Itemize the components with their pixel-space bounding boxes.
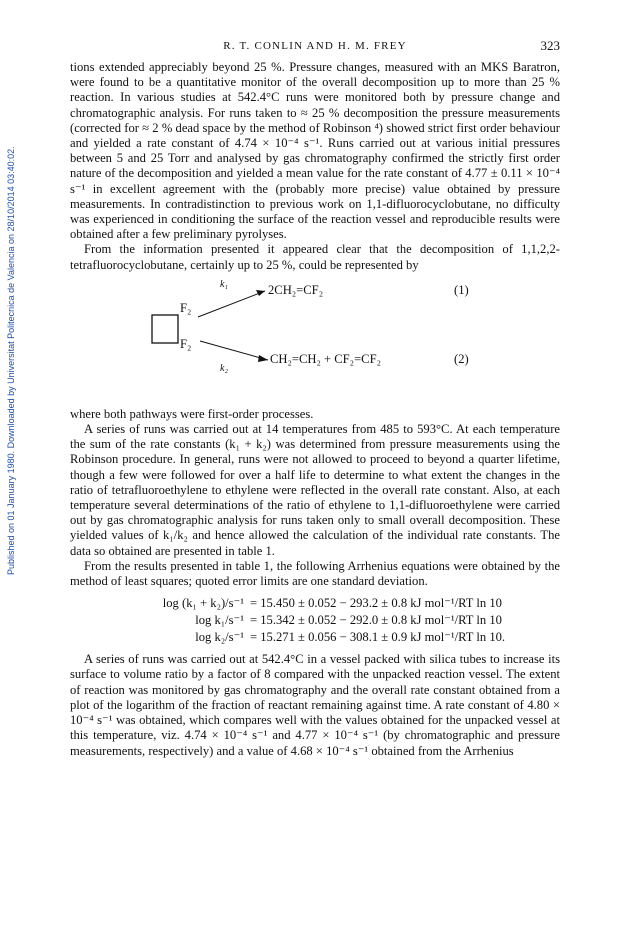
- paragraph-2: From the information presented it appeared clear that the decomposition of 1,1,2,2-tetrafluorocyclobutane, certainly up to 25 %, could be represented by: [70, 242, 560, 272]
- k2-arrow-head: [258, 355, 268, 362]
- journal-page: [70, 38, 560, 759]
- ring-label-bottom: F₂: [180, 336, 192, 351]
- page-header: [70, 38, 560, 60]
- k1-arrow-line: [198, 291, 265, 317]
- product-1: 2CH₂=CF₂: [268, 282, 324, 297]
- cyclobutane-ring: [152, 315, 178, 343]
- equation-lhs: log (k₁ + k₂)/s⁻¹: [162, 596, 244, 611]
- equation-row: [70, 612, 560, 629]
- equation-row: [70, 629, 560, 646]
- equation-number-2: (2): [454, 351, 469, 366]
- k2-label: k₂: [220, 362, 228, 374]
- arrhenius-equations: [70, 595, 560, 646]
- download-watermark: Published on 01 January 1980. Downloaded by Universitat Politecnica de Valencia on 28/10/2014 03:40:02.: [6, 146, 16, 575]
- paragraph-6: A series of runs was carried out at 542.4°C in a vessel packed with silica tubes to increase its surface to volume ratio by a factor of 8 compared with the unpacked reaction vessel. The extent of reaction was monitored by gas chromatography and the overall rate constant obtained from a plot of the logarithm of the fraction of reactant remaining against time. A rate constant of 4.80 × 10⁻⁴ s⁻¹ was obtained, which compares well with the values obtained for the unpacked vessel at this temperature, viz. 4.74 × 10⁻⁴ s⁻¹ and 4.77 × 10⁻⁴ s⁻¹ (by chromatographic and pressure measurements, respectively) and a value of 4.68 × 10⁻⁴ s⁻¹ obtained from the Arrhenius: [70, 652, 560, 758]
- running-title: R. T. CONLIN AND H. M. FREY: [223, 40, 407, 52]
- k1-label: k₁: [220, 278, 228, 290]
- paragraph-3: where both pathways were first-order processes.: [70, 406, 314, 421]
- equation-row: [70, 595, 560, 612]
- equation-rhs: = 15.450 ± 0.052 − 293.2 ± 0.8 kJ mol⁻¹/RT ln 10: [250, 596, 502, 611]
- reaction-scheme: [70, 277, 560, 401]
- equation-rhs: = 15.271 ± 0.056 − 308.1 ± 0.9 kJ mol⁻¹/RT ln 10.: [250, 630, 506, 645]
- paragraph-5: From the results presented in table 1, the following Arrhenius equations were obtained by the method of least squares; quoted error limits are one standard deviation.: [70, 558, 560, 589]
- k1-arrow-head: [256, 290, 265, 296]
- ring-label-top: F₂: [180, 300, 192, 315]
- equation-rhs: = 15.342 ± 0.052 − 292.0 ± 0.8 kJ mol⁻¹/RT ln 10: [250, 613, 502, 628]
- paragraph-1: tions extended appreciably beyond 25 %. Pressure changes, measured with an MKS Baratron, were found to be a quantitative monitor of the overall decomposition up to more than 25 % reaction. In various studies at 542.4°C runs were monitored both by pressure change and chromatographic analysis. For runs taken to ≈ 25 % decomposition the pressure measurements (corrected for ≈ 2 % dead space by the method of Robinson ⁴) showed strict first order behaviour and yielded a rate constant of 4.74 × 10⁻⁴ s⁻¹. Runs carried out at various initial pressures between 5 and 25 Torr and analysed by gas chromatography confirmed the strictly first order nature of the decomposition and yielded a mean value for the rate constant of 4.77 ± 0.11 × 10⁻⁴ s⁻¹ in excellent agreement with the (probably more precise) value obtained by pressure measurements. In contradistinction to previous work on 1,1-difluorocyclobutane, no difficulty was experienced in conditioning the surface of the reaction vessel and reproducible results were obtained after a few preliminary pyrolyses.: [70, 60, 560, 242]
- equation-number-1: (1): [454, 282, 469, 297]
- equation-lhs: log k₂/s⁻¹: [195, 630, 244, 645]
- k2-arrow-line: [200, 341, 268, 360]
- page-number: 323: [540, 38, 560, 53]
- product-2: CH₂=CH₂ + CF₂=CF₂: [270, 351, 381, 366]
- equation-lhs: log k₁/s⁻¹: [195, 613, 244, 628]
- paragraph-4: A series of runs was carried out at 14 temperatures from 485 to 593°C. At each temperature the sum of the rate constants (k₁ + k₂) was determined from pressure measurements using the Robinson procedure. In general, runs were not allowed to proceed to beyond a quarter lifetime, though a few were followed for over a half life to determine to what extent the changes in the ratio of tetrafluoroethylene to ethylene were reflected in the overall rate constant. Also, at each temperature several determinations of the ratio of ethylene to 1,1-difluoroethylene were carried out by gas chromatographic analysis for runs taken only to small overall decomposition. These yielded values of k₁/k₂ and hence allowed the calculation of the individual rate constants. The data so obtained are presented in table 1.: [70, 422, 560, 558]
